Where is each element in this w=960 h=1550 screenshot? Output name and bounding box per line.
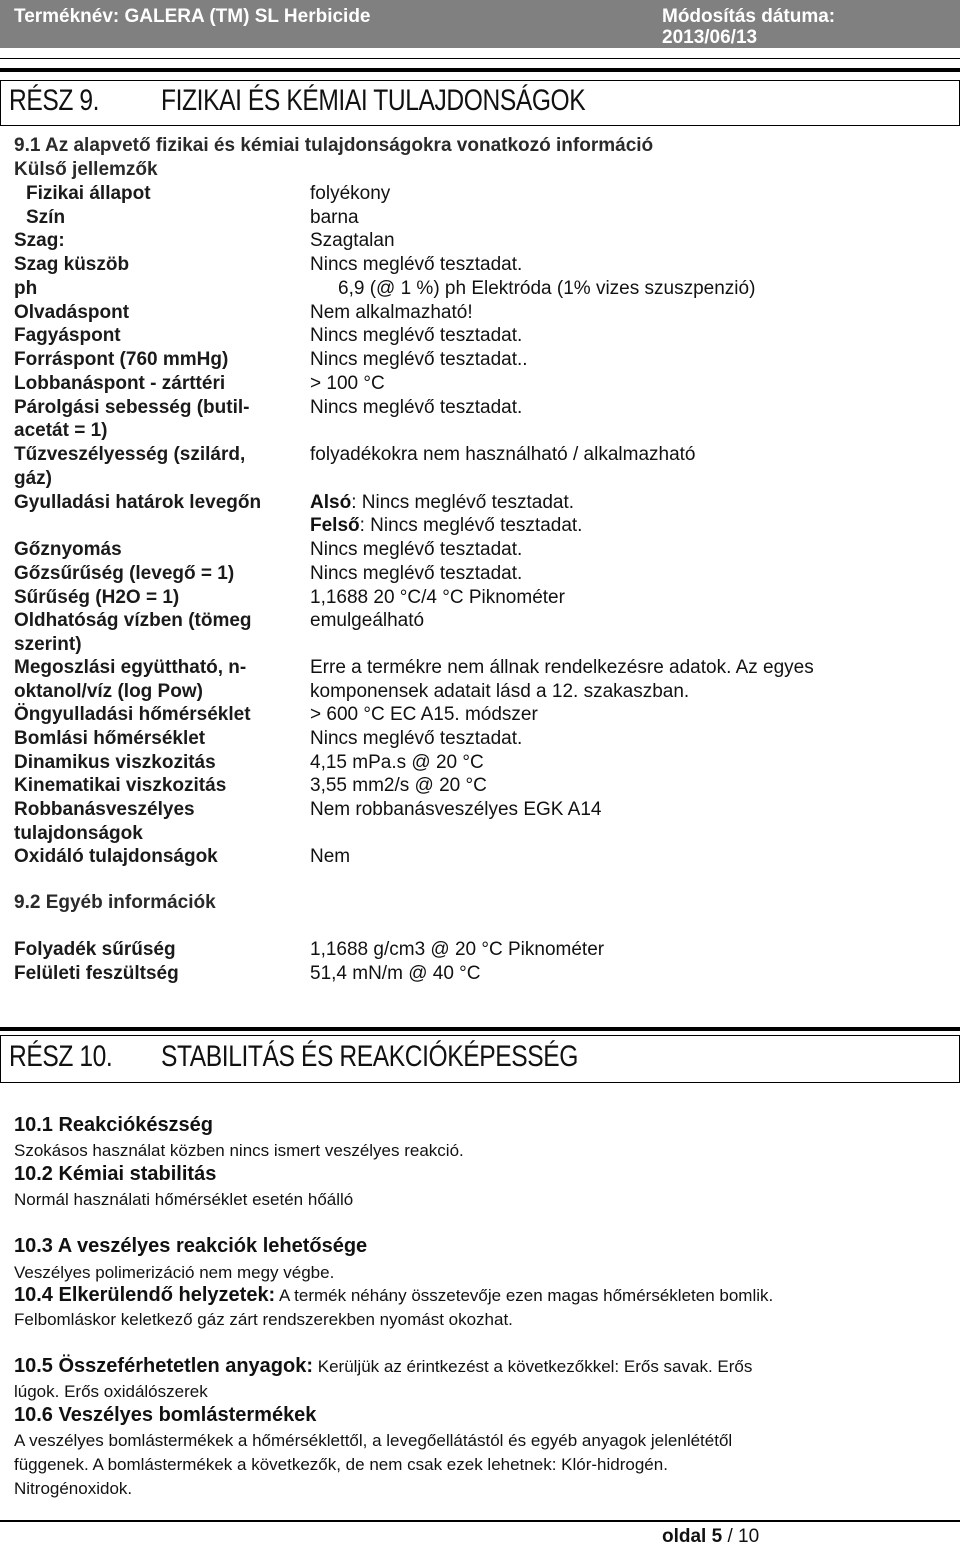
prop-label-explosive-2: tulajdonságok: [14, 823, 143, 844]
prop-label-density: Sűrűség (H2O = 1): [14, 587, 180, 608]
prop-value-color: barna: [310, 207, 359, 228]
prop-label-explosive: Robbanásveszélyes: [14, 799, 195, 820]
prop-value-evaporation-rate: Nincs meglévő tesztadat.: [310, 397, 523, 418]
prop-value-ph: 6,9 (@ 1 %) ph Elektróda (1% vizes szuszpenzió): [338, 278, 756, 299]
subsection-10-4-text-2: Felbomláskor keletkező gáz zárt rendszerekben nyomást okozhat.: [14, 1310, 513, 1329]
prop-label-partition-coefficient-2: oktanol/víz (log Pow): [14, 681, 203, 702]
page-current: 5: [711, 1526, 723, 1547]
prop-label-odor-threshold: Szag küszöb: [14, 254, 130, 275]
prop-label-solubility-2: szerint): [14, 634, 82, 655]
prop-value-vapor-pressure: Nincs meglévő tesztadat.: [310, 539, 523, 560]
subsection-10-1-text: Szokásos használat közben nincs ismert veszélyes reakció.: [14, 1141, 464, 1160]
revision-date: 2013/06/13: [662, 27, 758, 48]
revision-label: Módosítás dátuma:: [662, 6, 836, 27]
prop-label-flammability: Tűzveszélyesség (szilárd,: [14, 444, 246, 465]
subsection-10-5-title: 10.5 Összeférhetetlen anyagok:: [14, 1355, 314, 1377]
prop-label-boiling-point: Forráspont (760 mmHg): [14, 349, 229, 370]
prop-value-flash-point: > 100 °C: [310, 373, 385, 394]
prop-value-flammability: folyadékokra nem használható / alkalmazható: [310, 444, 696, 465]
prop-label-color: Szín: [26, 207, 66, 228]
subsection-10-2-text: Normál használati hőmérséklet esetén hőálló: [14, 1190, 354, 1209]
prop-value-decomposition: Nincs meglévő tesztadat.: [310, 728, 523, 749]
section-9-title: FIZIKAI ÉS KÉMIAI TULAJDONSÁGOK: [161, 84, 586, 117]
subsection-10-2-title: 10.2 Kémiai stabilitás: [14, 1163, 217, 1185]
section-10-title: STABILITÁS ÉS REAKCIÓKÉPESSÉG: [161, 1040, 578, 1073]
header-divider-thick: [0, 68, 960, 72]
prop-label-vapor-pressure: Gőznyomás: [14, 539, 122, 560]
subsection-10-1-title: 10.1 Reakciókészség: [14, 1114, 214, 1136]
prop-value-explosive: Nem robbanásveszélyes EGK A14: [310, 799, 602, 820]
other-value-surface-tension: 51,4 mN/m @ 40 °C: [310, 963, 481, 984]
prop-label-oxidizing: Oxidáló tulajdonságok: [14, 846, 218, 867]
subsection-10-4-title: 10.4 Elkerülendő helyzetek:: [14, 1284, 276, 1306]
prop-value-autoignition: > 600 °C EC A15. módszer: [310, 704, 538, 725]
page-number: [662, 1525, 759, 1548]
header-divider: [0, 58, 960, 59]
section-9-header: [0, 80, 960, 126]
subsection-10-6-text-2: függenek. A bomlástermékek a következők, de nem csak ezek lehetnek: Klór-hidrogén.: [14, 1455, 668, 1474]
prop-value-upper-limit: [310, 514, 582, 537]
prop-label-dynamic-viscosity: Dinamikus viszkozitás: [14, 752, 216, 773]
subsection-10-6-text-3: Nitrogénoxidok.: [14, 1479, 133, 1498]
section-10-divider: [0, 1027, 960, 1031]
prop-value-lower-limit: [310, 491, 574, 514]
prop-label-kinematic-viscosity: Kinematikai viszkozitás: [14, 775, 227, 796]
prop-value-partition-coefficient: Erre a termékre nem állnak rendelkezésre adatok. Az egyes: [310, 657, 814, 678]
other-label-surface-tension: Felületi feszültség: [14, 963, 179, 984]
section-10-header: [0, 1035, 960, 1083]
prop-label-solubility: Oldhatóság vízben (tömeg: [14, 610, 252, 631]
subsection-10-3-title: 10.3 A veszélyes reakciók lehetősége: [14, 1235, 368, 1257]
document-header: [0, 0, 960, 48]
prop-value-solubility: emulgeálható: [310, 610, 425, 631]
prop-value-freezing-point: Nincs meglévő tesztadat.: [310, 325, 523, 346]
prop-label-autoignition: Öngyulladási hőmérséklet: [14, 704, 251, 725]
prop-label-evaporation-rate-2: acetát = 1): [14, 420, 108, 441]
other-value-liquid-density: 1,1688 g/cm3 @ 20 °C Piknométer: [310, 939, 605, 960]
prop-value-boiling-point: Nincs meglévő tesztadat..: [310, 349, 528, 370]
prop-value-partition-coefficient-2: komponensek adatait lásd a 12. szakaszban.: [310, 681, 690, 702]
product-name: Terméknév: GALERA (TM) SL Herbicide: [14, 6, 371, 27]
prop-label-odor: Szag:: [14, 230, 65, 251]
prop-label-evaporation-rate: Párolgási sebesség (butil-: [14, 397, 250, 418]
subsection-10-6-text-1: A veszélyes bomlástermékek a hőmérséklettől, a levegőellátástól és egyéb anyagok jelenlététől: [14, 1431, 733, 1450]
section-10-number: RÉSZ 10.: [9, 1040, 113, 1073]
page-separator: /: [722, 1526, 739, 1547]
subsection-10-4-text: A termék néhány összetevője ezen magas hőmérsékleten bomlik.: [275, 1286, 774, 1305]
subsection-10-4-line: [14, 1284, 773, 1307]
prop-value-oxidizing: Nem: [310, 846, 351, 867]
subsection-10-5-text-2: lúgok. Erős oxidálószerek: [14, 1382, 208, 1401]
prop-label-ph: ph: [14, 278, 38, 299]
prop-value-dynamic-viscosity: 4,15 mPa.s @ 20 °C: [310, 752, 484, 773]
prop-value-vapor-density: Nincs meglévő tesztadat.: [310, 563, 523, 584]
section-9-number: RÉSZ 9.: [9, 84, 100, 117]
prop-label-partition-coefficient: Megoszlási együttható, n-: [14, 657, 247, 678]
prop-label-melting-point: Olvadáspont: [14, 302, 130, 323]
prop-value-physical-state: folyékony: [310, 183, 391, 204]
prop-value-kinematic-viscosity: 3,55 mm2/s @ 20 °C: [310, 775, 487, 796]
prop-value-density: 1,1688 20 °C/4 °C Piknométer: [310, 587, 565, 608]
prop-label-vapor-density: Gőzsűrűség (levegő = 1): [14, 563, 235, 584]
upper-limit-label: Felső: [310, 515, 360, 536]
lower-limit-value: : Nincs meglévő tesztadat.: [351, 492, 575, 513]
prop-label-decomposition: Bomlási hőmérséklet: [14, 728, 206, 749]
footer-divider: [0, 1520, 960, 1522]
lower-limit-label: Alsó: [310, 492, 352, 513]
upper-limit-value: : Nincs meglévő tesztadat.: [359, 515, 583, 536]
prop-label-flammable-limits: Gyulladási határok levegőn: [14, 492, 262, 513]
subsection-9-2-title: 9.2 Egyéb információk: [14, 892, 216, 913]
page-total: 10: [738, 1526, 760, 1547]
subsection-10-5-text: Kerüljük az érintkezést a következőkkel: Erős savak. Erős: [313, 1357, 753, 1376]
page-word: oldal: [662, 1526, 707, 1547]
prop-value-odor: Szagtalan: [310, 230, 395, 251]
prop-label-flash-point: Lobbanáspont - zárttéri: [14, 373, 226, 394]
prop-label-freezing-point: Fagyáspont: [14, 325, 121, 346]
other-label-liquid-density: Folyadék sűrűség: [14, 939, 176, 960]
subsection-10-6-title: 10.6 Veszélyes bomlástermékek: [14, 1404, 317, 1426]
subsection-10-3-text: Veszélyes polimerizáció nem megy végbe.: [14, 1263, 335, 1282]
appearance-title: Külső jellemzők: [14, 159, 158, 180]
prop-value-melting-point: Nem alkalmazható!: [310, 302, 473, 323]
prop-value-odor-threshold: Nincs meglévő tesztadat.: [310, 254, 523, 275]
subsection-10-5-line: [14, 1355, 752, 1378]
prop-label-flammability-2: gáz): [14, 468, 52, 489]
subsection-9-1-title: 9.1 Az alapvető fizikai és kémiai tulajdonságokra vonatkozó információ: [14, 135, 654, 156]
prop-label-physical-state: Fizikai állapot: [26, 183, 151, 204]
